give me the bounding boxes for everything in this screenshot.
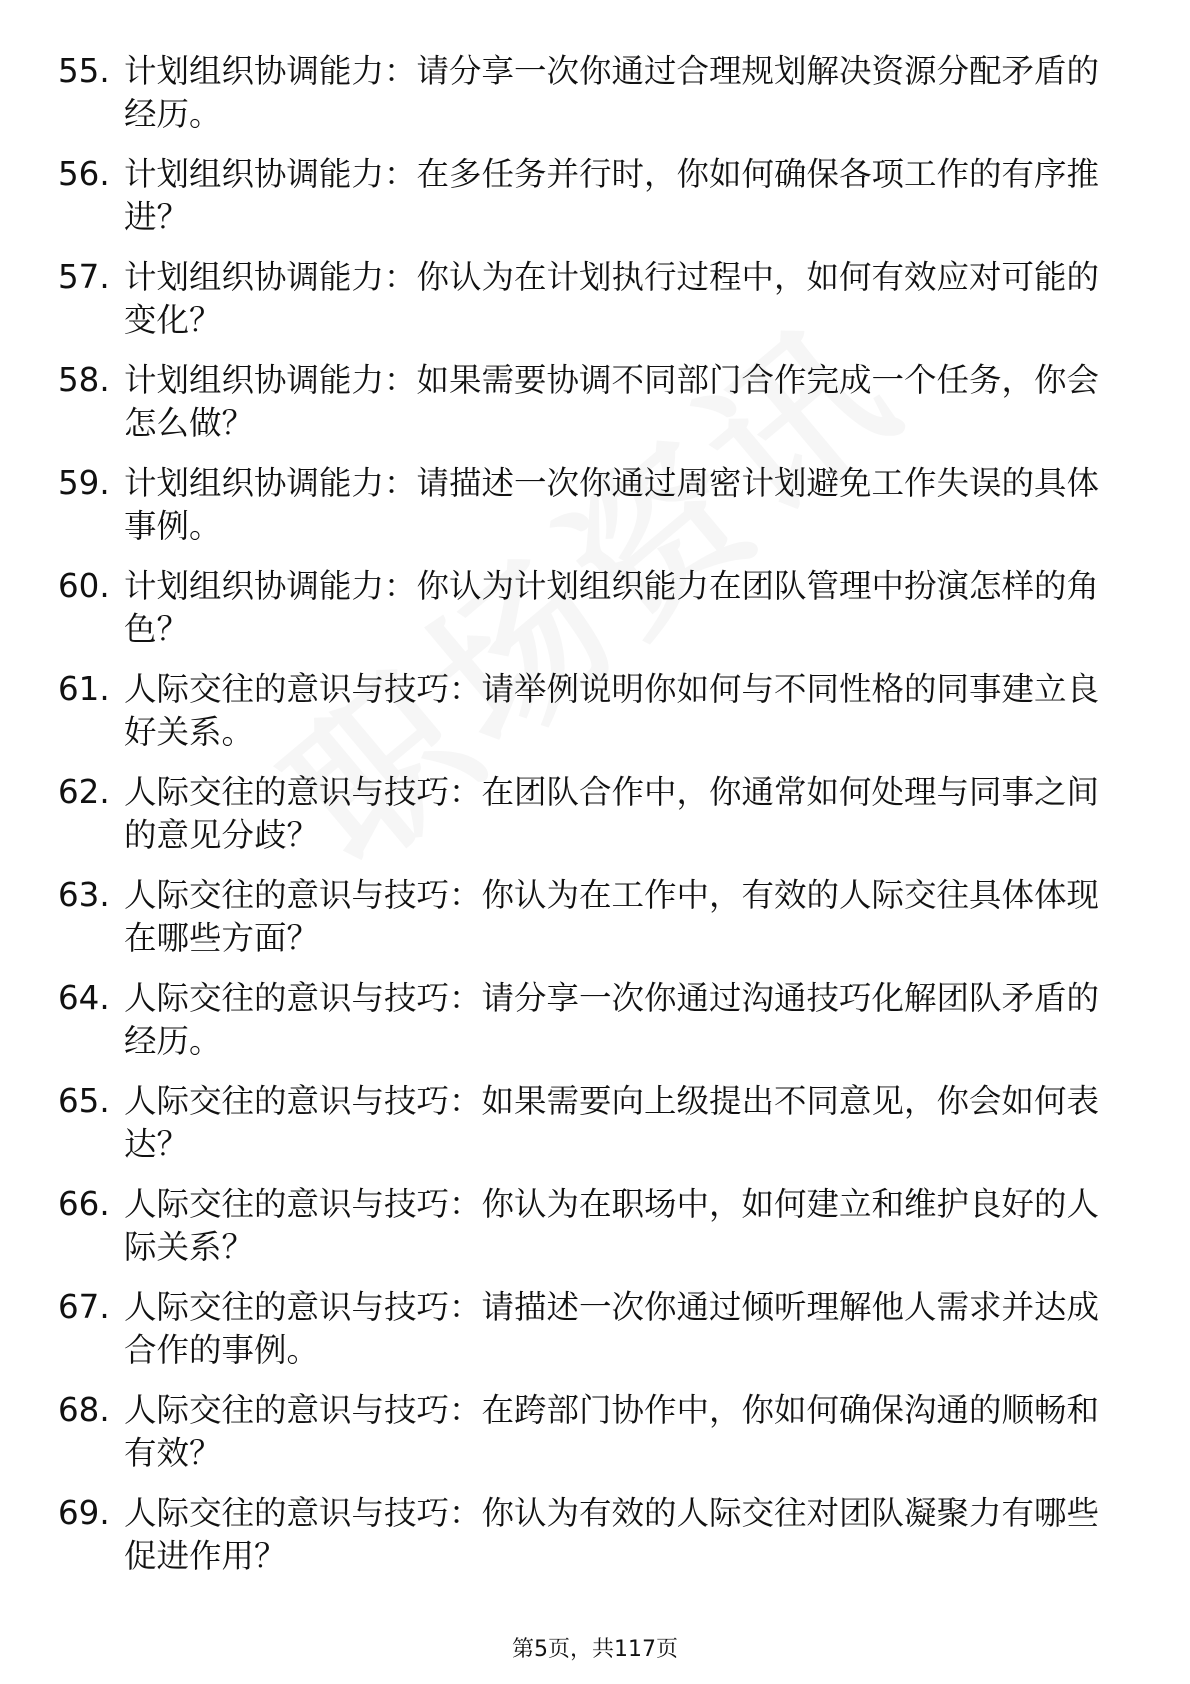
- question-number: 68.: [58, 1391, 110, 1429]
- question-item: [58, 668, 1118, 771]
- question-text: 计划组织协调能力：你认为在计划执行过程中，如何有效应对可能的变化？: [124, 258, 1100, 339]
- question-item: [58, 1286, 1118, 1389]
- question-number: 63.: [58, 876, 110, 914]
- question-item: [58, 1080, 1118, 1183]
- question-text: 计划组织协调能力：你认为计划组织能力在团队管理中扮演怎样的角色？: [124, 567, 1100, 648]
- question-item: [58, 1183, 1118, 1286]
- question-number: 65.: [58, 1082, 110, 1120]
- question-item: [58, 874, 1118, 977]
- page-footer: [0, 1636, 1190, 1664]
- question-text: 人际交往的意识与技巧：请描述一次你通过倾听理解他人需求并达成合作的事例。: [124, 1288, 1100, 1369]
- question-number: 56.: [58, 155, 110, 193]
- question-item: [58, 153, 1118, 256]
- question-item: [58, 977, 1118, 1080]
- question-text: 计划组织协调能力：在多任务并行时，你如何确保各项工作的有序推进？: [124, 155, 1100, 236]
- question-item: [58, 50, 1118, 153]
- question-number: 66.: [58, 1185, 110, 1223]
- question-text: 计划组织协调能力：请分享一次你通过合理规划解决资源分配矛盾的经历。: [124, 52, 1100, 133]
- question-item: [58, 256, 1118, 359]
- question-number: 55.: [58, 52, 110, 90]
- question-number: 67.: [58, 1288, 110, 1326]
- question-item: [58, 1492, 1118, 1595]
- question-number: 58.: [58, 361, 110, 399]
- question-text: 人际交往的意识与技巧：请分享一次你通过沟通技巧化解团队矛盾的经历。: [124, 979, 1100, 1060]
- question-item: [58, 359, 1118, 462]
- question-text: 人际交往的意识与技巧：你认为有效的人际交往对团队凝聚力有哪些促进作用？: [124, 1494, 1100, 1575]
- page-number-label: 第5页，共117页: [512, 1637, 678, 1662]
- question-text: 人际交往的意识与技巧：你认为在职场中，如何建立和维护良好的人际关系？: [124, 1185, 1100, 1266]
- question-text: 计划组织协调能力：请描述一次你通过周密计划避免工作失误的具体事例。: [124, 464, 1100, 545]
- question-number: 64.: [58, 979, 110, 1017]
- question-number: 62.: [58, 773, 110, 811]
- question-item: [58, 1389, 1118, 1492]
- question-number: 69.: [58, 1494, 110, 1532]
- question-item: [58, 771, 1118, 874]
- question-item: [58, 462, 1118, 565]
- question-number: 59.: [58, 464, 110, 502]
- question-text: 人际交往的意识与技巧：在团队合作中，你通常如何处理与同事之间的意见分歧？: [124, 773, 1100, 854]
- question-number: 57.: [58, 258, 110, 296]
- question-item: [58, 565, 1118, 668]
- question-text: 人际交往的意识与技巧：在跨部门协作中，你如何确保沟通的顺畅和有效？: [124, 1391, 1100, 1472]
- question-text: 人际交往的意识与技巧：如果需要向上级提出不同意见，你会如何表达？: [124, 1082, 1100, 1163]
- question-text: 人际交往的意识与技巧：请举例说明你如何与不同性格的同事建立良好关系。: [124, 670, 1100, 751]
- question-number: 61.: [58, 670, 110, 708]
- question-number: 60.: [58, 567, 110, 605]
- question-text: 人际交往的意识与技巧：你认为在工作中，有效的人际交往具体体现在哪些方面？: [124, 876, 1100, 957]
- question-list: [58, 50, 1118, 1595]
- question-text: 计划组织协调能力：如果需要协调不同部门合作完成一个任务，你会怎么做？: [124, 361, 1100, 442]
